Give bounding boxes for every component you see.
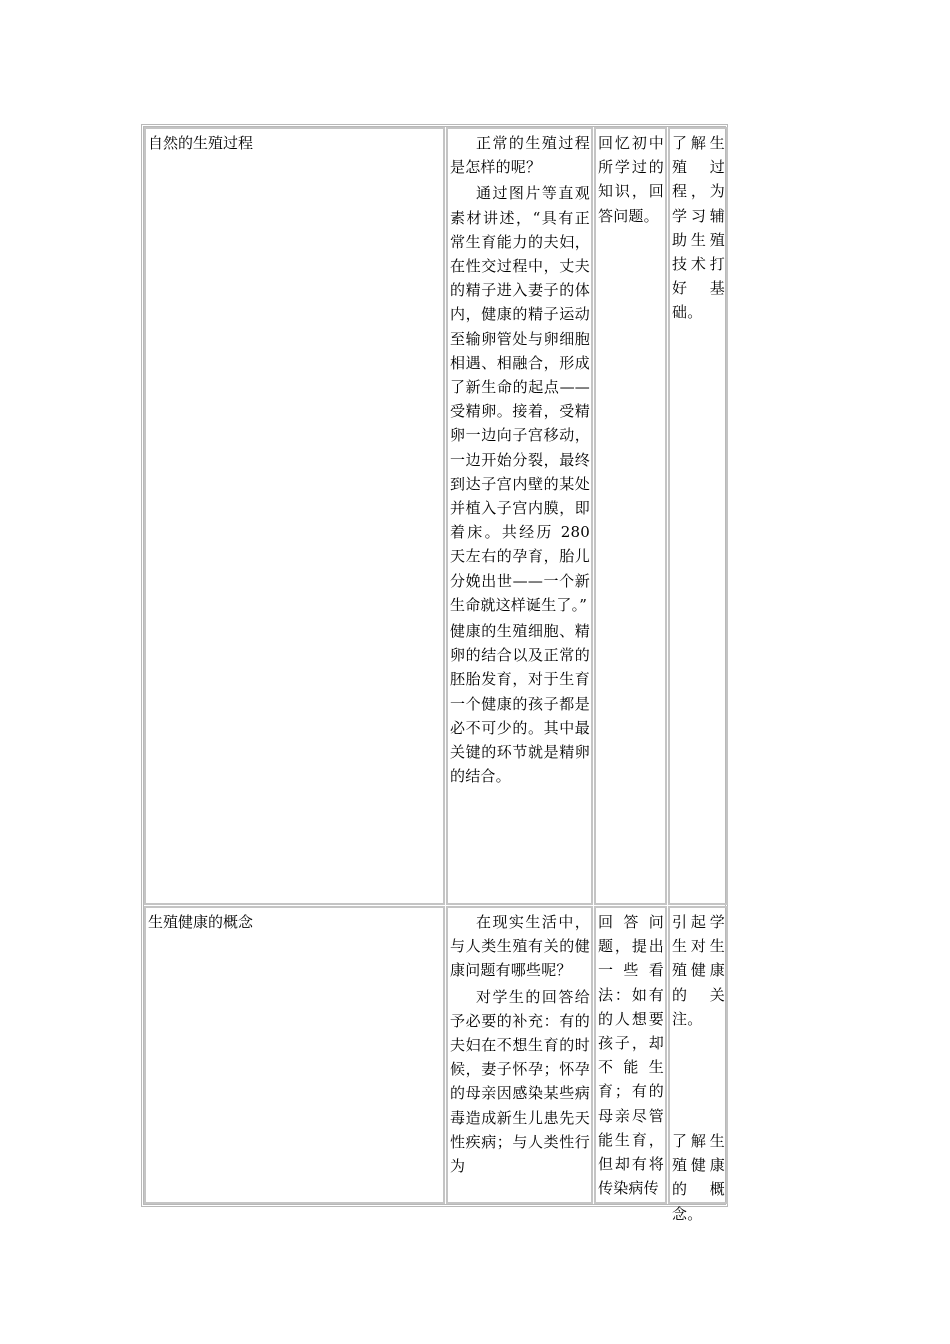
- teacher-question: 正常的生殖过程是怎样的呢？: [450, 134, 590, 177]
- student-activity-text: 回答问题，提出一些看法：如有的人想要孩子，却不能生育；有的母亲尽管能生育，但却有将传染病传: [598, 913, 664, 1198]
- teacher-question: 在现实生活中，与人类生殖有关的健康问题有哪些呢？: [450, 913, 590, 980]
- table-row: [144, 906, 725, 1223]
- student-activity-cell: [594, 906, 667, 1204]
- lesson-plan-table: [141, 124, 728, 1223]
- design-intent-text-2: 了解生殖健康的概念。: [672, 1132, 725, 1223]
- student-activity-text: 回忆初中所学过的知识，回答问题。: [598, 134, 664, 225]
- design-intent-cell: [668, 906, 728, 1223]
- spacer: [670, 1031, 726, 1055]
- design-intent-cell: [668, 127, 728, 905]
- teacher-activity-cell: [446, 127, 593, 905]
- design-intent-text: 引起学生对生殖健康的关注。: [672, 913, 725, 1028]
- teacher-summary: 健康的生殖细胞、精卵的结合以及正常的胚胎发育，对于生育一个健康的孩子都是必不可少的。其中最关键的环节就是精卵的结合。: [450, 622, 590, 786]
- topic-title: 生殖健康的概念: [148, 913, 254, 931]
- teacher-supplement: 对学生的回答给予必要的补充：有的夫妇在不想生育的时候，妻子怀孕；怀孕的母亲因感染某些病毒造成新生儿患先天性疾病；与人类性行为: [450, 987, 590, 1176]
- teacher-explanation: 通过图片等直观素材讲述，“具有正常生育能力的夫妇，在性交过程中，丈夫的精子进入妻子的体内，健康的精子运动至输卵管处与卵细胞相遇、相融合，形成了新生命的起点——受精卵。接着，受精卵一边向子宫移动，一边开始分裂，最终到达子宫内壁的某处并植入子宫内膜，即着床。共经历 280 天左右的孕育，胎儿分娩出世——一个新生命就这样诞生了。”: [450, 184, 590, 614]
- topic-cell: [144, 906, 445, 1204]
- student-activity-cell: [594, 127, 667, 905]
- design-intent-text: 了解生殖过程，为学习辅助生殖技术打好基础。: [672, 134, 725, 322]
- topic-cell: [144, 127, 445, 905]
- topic-title: 自然的生殖过程: [148, 134, 254, 152]
- teacher-activity-cell: [446, 906, 593, 1204]
- spacer: [670, 1055, 726, 1079]
- spacer: [670, 1079, 726, 1103]
- table-row: [144, 127, 725, 905]
- spacer: [670, 1103, 726, 1127]
